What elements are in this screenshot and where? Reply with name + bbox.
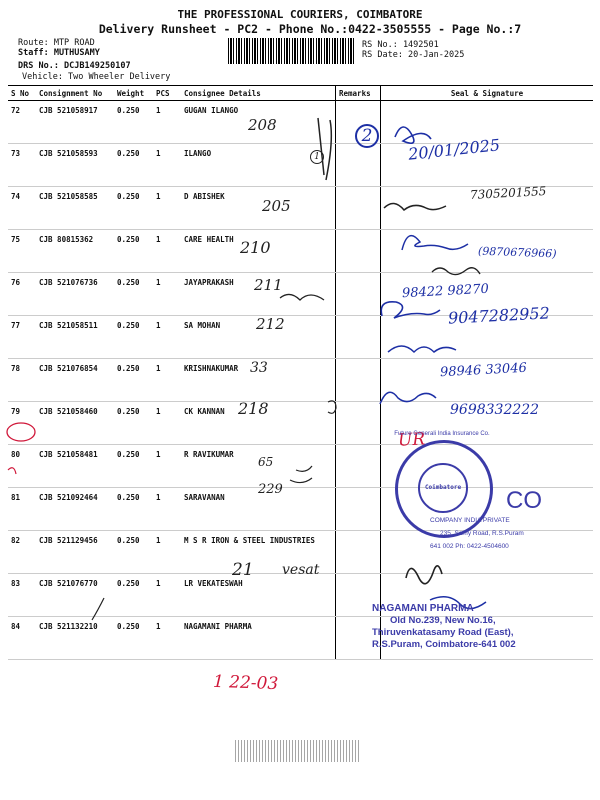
col-pcs: PCS [153,86,181,101]
cell-consignee: GUGAN ILANGO [181,101,336,144]
staff: Staff: MUTHUSAMY [18,48,100,58]
stamp-co: CO [506,487,542,514]
cell-pcs: 1 [153,144,181,187]
cell-weight: 0.250 [114,531,153,574]
cell-weight: 0.250 [114,273,153,316]
cell-pcs: 1 [153,402,181,445]
stamp-line-1: COMPANY INDIA PRIVATE [430,517,510,524]
rs-date: RS Date: 20-Jan-2025 [362,50,465,60]
footer-barcode [235,740,360,762]
stamp-ring-text: Future Generali India Insurance Co. [394,431,490,437]
cell-sno: 79 [8,402,36,445]
cell-pcs: 1 [153,101,181,144]
cell-sno: 83 [8,574,36,617]
hw-circled-2: 2 [355,124,379,148]
cell-weight: 0.250 [114,230,153,273]
cell-weight: 0.250 [114,488,153,531]
signature-77 [381,302,440,318]
cell-consignee: NAGAMANI PHARMA [181,617,336,660]
cell-consignee: KRISHNAKUMAR [181,359,336,402]
cell-sno: 82 [8,531,36,574]
cell-consignee: CK KANNAN [181,402,336,445]
stamp-center: Coimbatore [418,463,468,513]
cell-consignee: R RAVIKUMAR [181,445,336,488]
col-consignment: Consignment No [36,86,114,101]
signature-83 [406,566,442,584]
cell-consignee: SA MOHAN [181,316,336,359]
signature-74 [384,203,446,210]
col-seal: Seal & Signature [381,86,594,101]
hw-211: 211 [254,276,283,294]
cell-consignee: JAYAPRAKASH [181,273,336,316]
cell-pcs: 1 [153,617,181,660]
red-circle-80 [7,423,35,441]
cell-weight: 0.250 [114,617,153,660]
cell-consignment: CJB 521058460 [36,402,114,445]
cell-weight: 0.250 [114,574,153,617]
cell-pcs: 1 [153,531,181,574]
hw-205: 205 [262,197,291,215]
cell-weight: 0.250 [114,316,153,359]
cell-consignment: CJB 521076854 [36,359,114,402]
hw-phone-1: 7305201555 [469,184,547,202]
cell-sno: 72 [8,101,36,144]
cell-consignment: CJB 521058917 [36,101,114,144]
cell-sno: 73 [8,144,36,187]
rs-no: RS No.: 1492501 [362,40,439,50]
hw-total: 1 22-03 [212,671,279,695]
cell-pcs: 1 [153,316,181,359]
hw-65: 65 [258,455,274,469]
cell-sno: 84 [8,617,36,660]
cell-weight: 0.250 [114,187,153,230]
cell-pcs: 1 [153,445,181,488]
pharma-line-3: R.S.Puram, Coimbatore-641 002 [372,639,516,650]
cell-sno: 74 [8,187,36,230]
signature-75 [402,236,468,250]
cell-pcs: 1 [153,488,181,531]
bracket-stroke [318,118,331,180]
hw-212: 212 [256,315,285,333]
tick-84 [92,598,104,620]
cell-weight: 0.250 [114,359,153,402]
cell-consignment: CJB 521058511 [36,316,114,359]
cell-consignee: ILANGO [181,144,336,187]
hw-phone-5: 98946 33046 [439,360,528,381]
hw-229: 229 [258,482,283,497]
cell-consignee: SARAVANAN [181,488,336,531]
col-sno: S No [8,86,36,101]
hw-21: 21 [232,560,254,580]
hw-phone-2: (9870676966) [477,244,557,261]
cell-sno: 77 [8,316,36,359]
drs-no: DRS No.: DCJB149250107 [18,61,131,71]
cell-weight: 0.250 [114,144,153,187]
cell-pcs: 1 [153,187,181,230]
col-remarks: Remarks [336,86,381,101]
cell-weight: 0.250 [114,445,153,488]
cell-sno: 78 [8,359,36,402]
hw-date: 20/01/2025 [407,135,501,164]
cell-consignee: M S R IRON & STEEL INDUSTRIES [181,531,336,574]
cell-consignment: CJB 521092464 [36,488,114,531]
signature-79 [380,392,436,404]
red-mark-81 [8,468,16,474]
cell-pcs: 1 [153,273,181,316]
hw-phone-4: 9047282952 [447,303,551,328]
cell-sno: 80 [8,445,36,488]
cell-sno: 76 [8,273,36,316]
stamp-line-3: 641 002 Ph: 0422-4504600 [430,543,509,550]
stamp-line-2: 235, Samy Road, R.S.Puram [440,530,524,537]
cell-consignee: LR VEKATESWAH [181,574,336,617]
pharma-name: NAGAMANI PHARMA [372,603,474,614]
cell-consignment: CJB 521132210 [36,617,114,660]
cell-consignment: CJB 521058585 [36,187,114,230]
pharma-stamp [372,603,516,651]
cell-consignment: CJB 521058481 [36,445,114,488]
hw-phone-6: 9698332222 [450,402,540,418]
cell-consignment: CJB 521058593 [36,144,114,187]
pharma-line-2: Thiruvenkatasamy Road (East), [372,627,514,638]
signature-76 [432,268,480,275]
cell-weight: 0.250 [114,402,153,445]
vehicle: Vehicle: Two Wheeler Delivery [22,72,171,82]
hw-ur: UR [397,429,426,451]
signature-78 [388,346,456,352]
cell-pcs: 1 [153,574,181,617]
pharma-line-1: Old No.239, New No.16, [390,615,496,626]
hw-circled-1: 1 [310,150,324,164]
cell-pcs: 1 [153,230,181,273]
hw-phone-3: 98422 98270 [401,281,490,302]
cell-weight: 0.250 [114,101,153,144]
col-consignee: Consignee Details [181,86,336,101]
cell-pcs: 1 [153,359,181,402]
cell-consignment: CJB 521076770 [36,574,114,617]
hw-vesat: vesat [282,562,320,578]
hw-218: 218 [238,399,269,418]
hw-208: 208 [248,116,277,134]
col-weight: Weight [114,86,153,101]
signature-72 [395,127,431,143]
signature-81 [290,466,312,483]
cell-consignment: CJB 521129456 [36,531,114,574]
runsheet-title: Delivery Runsheet - PC2 - Phone No.:0422-3505555 - Page No.:7 [98,22,522,36]
cell-consignee: CARE HEALTH [181,230,336,273]
mark-79 [328,401,336,413]
route: Route: MTP ROAD [18,38,95,48]
company-title: THE PROFESSIONAL COURIERS, COIMBATORE [177,8,423,21]
cell-sno: 75 [8,230,36,273]
signature-77-a [280,294,324,300]
cell-consignment: CJB 80815362 [36,230,114,273]
cell-consignee: D ABISHEK [181,187,336,230]
hw-210: 210 [240,238,271,257]
cell-sno: 81 [8,488,36,531]
hw-33: 33 [250,360,268,376]
cell-consignment: CJB 521076736 [36,273,114,316]
